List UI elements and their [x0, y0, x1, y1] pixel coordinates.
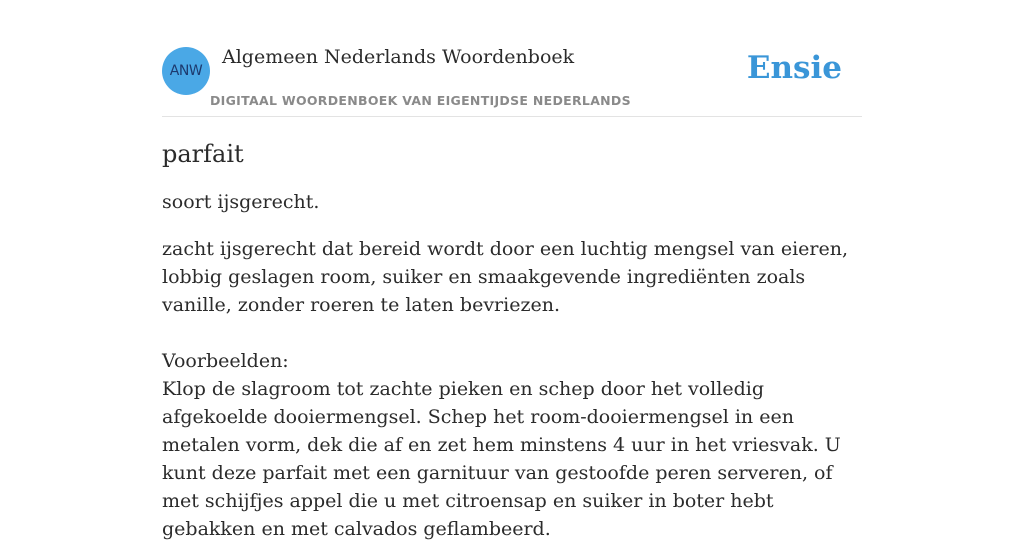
anw-logo[interactable] — [162, 47, 210, 95]
examples-label: Voorbeelden: — [162, 350, 289, 372]
site-header — [162, 0, 862, 117]
dictionary-title[interactable]: Algemeen Nederlands Woordenboek — [222, 46, 575, 68]
logo-text: ANW — [169, 63, 203, 79]
examples-text: Klop de slagroom tot zachte pieken en schep door het volledig afgekoelde dooiermengsel. Schep het room-dooiermengsel in een metalen vorm, dek die af en zet hem minstens 4 uur in het vriesvak. U kunt deze parfait met een garnituur van gestoofde peren serveren, of met schijfjes appel die u met citroensap en suiker in boter hebt gebakken en met calvados geflambeerd. — [162, 378, 841, 540]
dictionary-subtitle: DIGITAAL WOORDENBOEK VAN EIGENTIJDSE NEDERLANDS — [210, 93, 631, 108]
ensie-brand-logo[interactable]: Ensie — [746, 50, 842, 86]
entry-content — [162, 136, 862, 543]
entry-headword: parfait — [162, 140, 244, 168]
short-definition: soort ijsgerecht. — [162, 191, 320, 213]
definition: zacht ijsgerecht dat bereid wordt door een luchtig mengsel van eieren, lobbig geslagen room, suiker en smaakgevende ingrediënten zoals vanille, zonder roeren te laten bevriezen. — [162, 238, 849, 316]
definition-text — [162, 235, 862, 543]
